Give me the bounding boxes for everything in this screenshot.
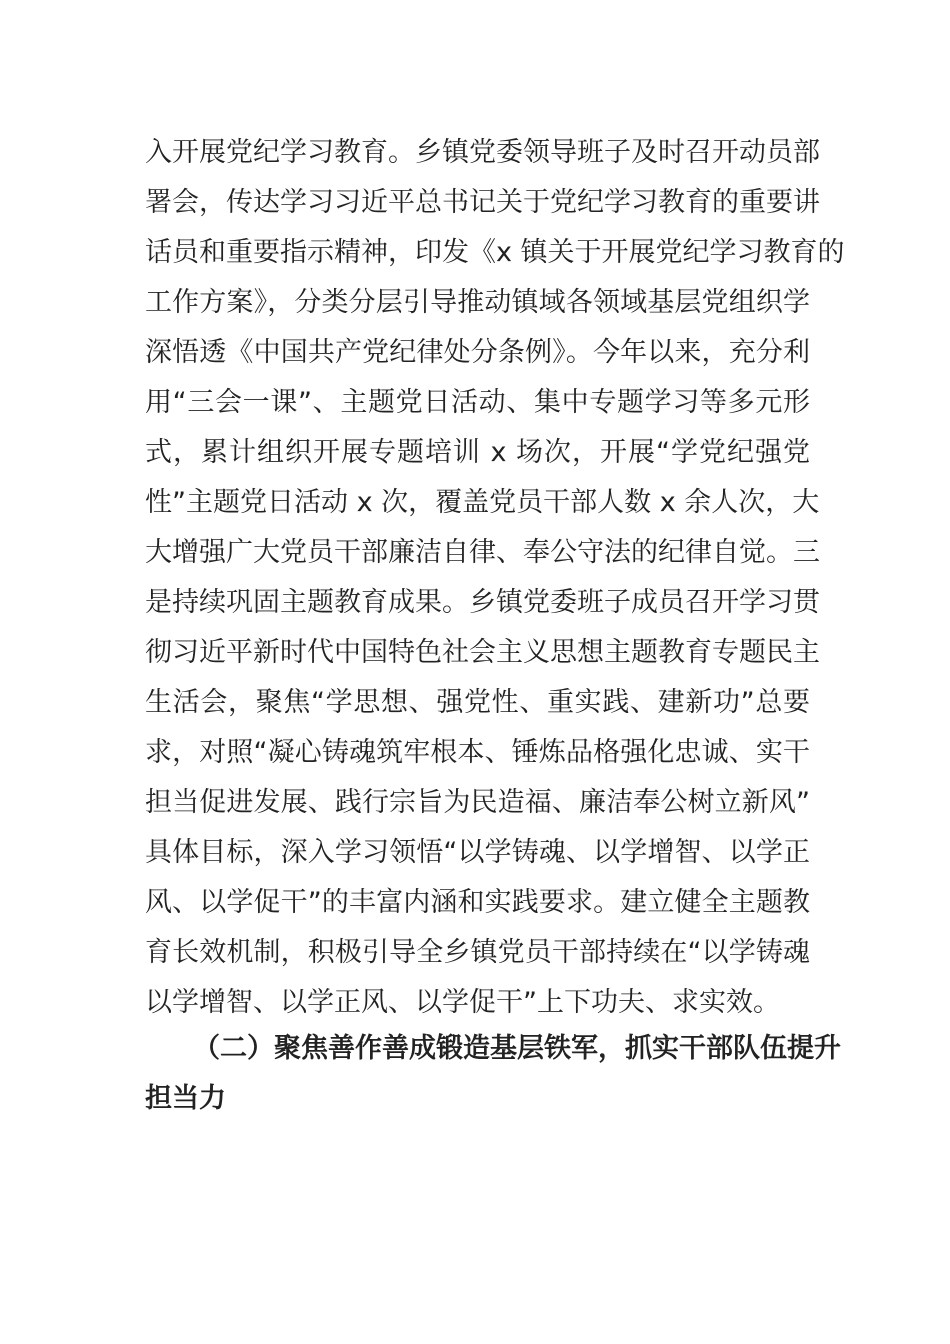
- paragraph-line: 是持续巩固主题教育成果。乡镇党委班子成员召开学习贯: [145, 587, 820, 618]
- paragraph-line: 署会，传达学习习近平总书记关于党纪学习教育的重要讲: [145, 187, 820, 218]
- paragraph-line: 话员和重要指示精神，印发《x 镇关于开展党纪学习教育的: [145, 237, 845, 268]
- paragraph-line: 式，累计组织开展专题培训 x 场次，开展“学党纪强党: [145, 437, 810, 468]
- paragraph-line: 性”主题党日活动 x 次，覆盖党员干部人数 x 余人次，大: [145, 487, 820, 518]
- section-heading: [145, 1024, 841, 1124]
- heading-line: 担当力: [145, 1083, 226, 1114]
- paragraph-line: 育长效机制，积极引导全乡镇党员干部持续在“以学铸魂: [145, 937, 810, 968]
- paragraph-line: 具体目标，深入学习领悟“以学铸魂、以学增智、以学正: [145, 837, 810, 868]
- paragraph-line: 大增强广大党员干部廉洁自律、奉公守法的纪律自觉。三: [145, 537, 820, 568]
- paragraph-line: 风、以学促干”的丰富内涵和实践要求。建立健全主题教: [145, 887, 810, 918]
- paragraph-line: 入开展党纪学习教育。乡镇党委领导班子及时召开动员部: [145, 137, 820, 168]
- heading-line: （二）聚焦善作善成锻造基层铁军，抓实干部队伍提升: [193, 1033, 841, 1064]
- paragraph-line: 彻习近平新时代中国特色社会主义思想主题教育专题民主: [145, 637, 820, 668]
- paragraph-line: 担当促进发展、践行宗旨为民造福、廉洁奉公树立新风”: [145, 787, 810, 818]
- paragraph-line: 以学增智、以学正风、以学促干”上下功夫、求实效。: [145, 987, 780, 1018]
- body-paragraph: [145, 128, 845, 1028]
- paragraph-line: 生活会，聚焦“学思想、强党性、重实践、建新功”总要: [145, 687, 810, 718]
- paragraph-line: 工作方案》，分类分层引导推动镇域各领域基层党组织学: [145, 287, 810, 318]
- paragraph-line: 用“三会一课”、主题党日活动、集中专题学习等多元形: [145, 387, 810, 418]
- paragraph-line: 深悟透《中国共产党纪律处分条例》。今年以来，充分利: [145, 337, 810, 368]
- paragraph-line: 求，对照“凝心铸魂筑牢根本、锤炼品格强化忠诚、实干: [145, 737, 810, 768]
